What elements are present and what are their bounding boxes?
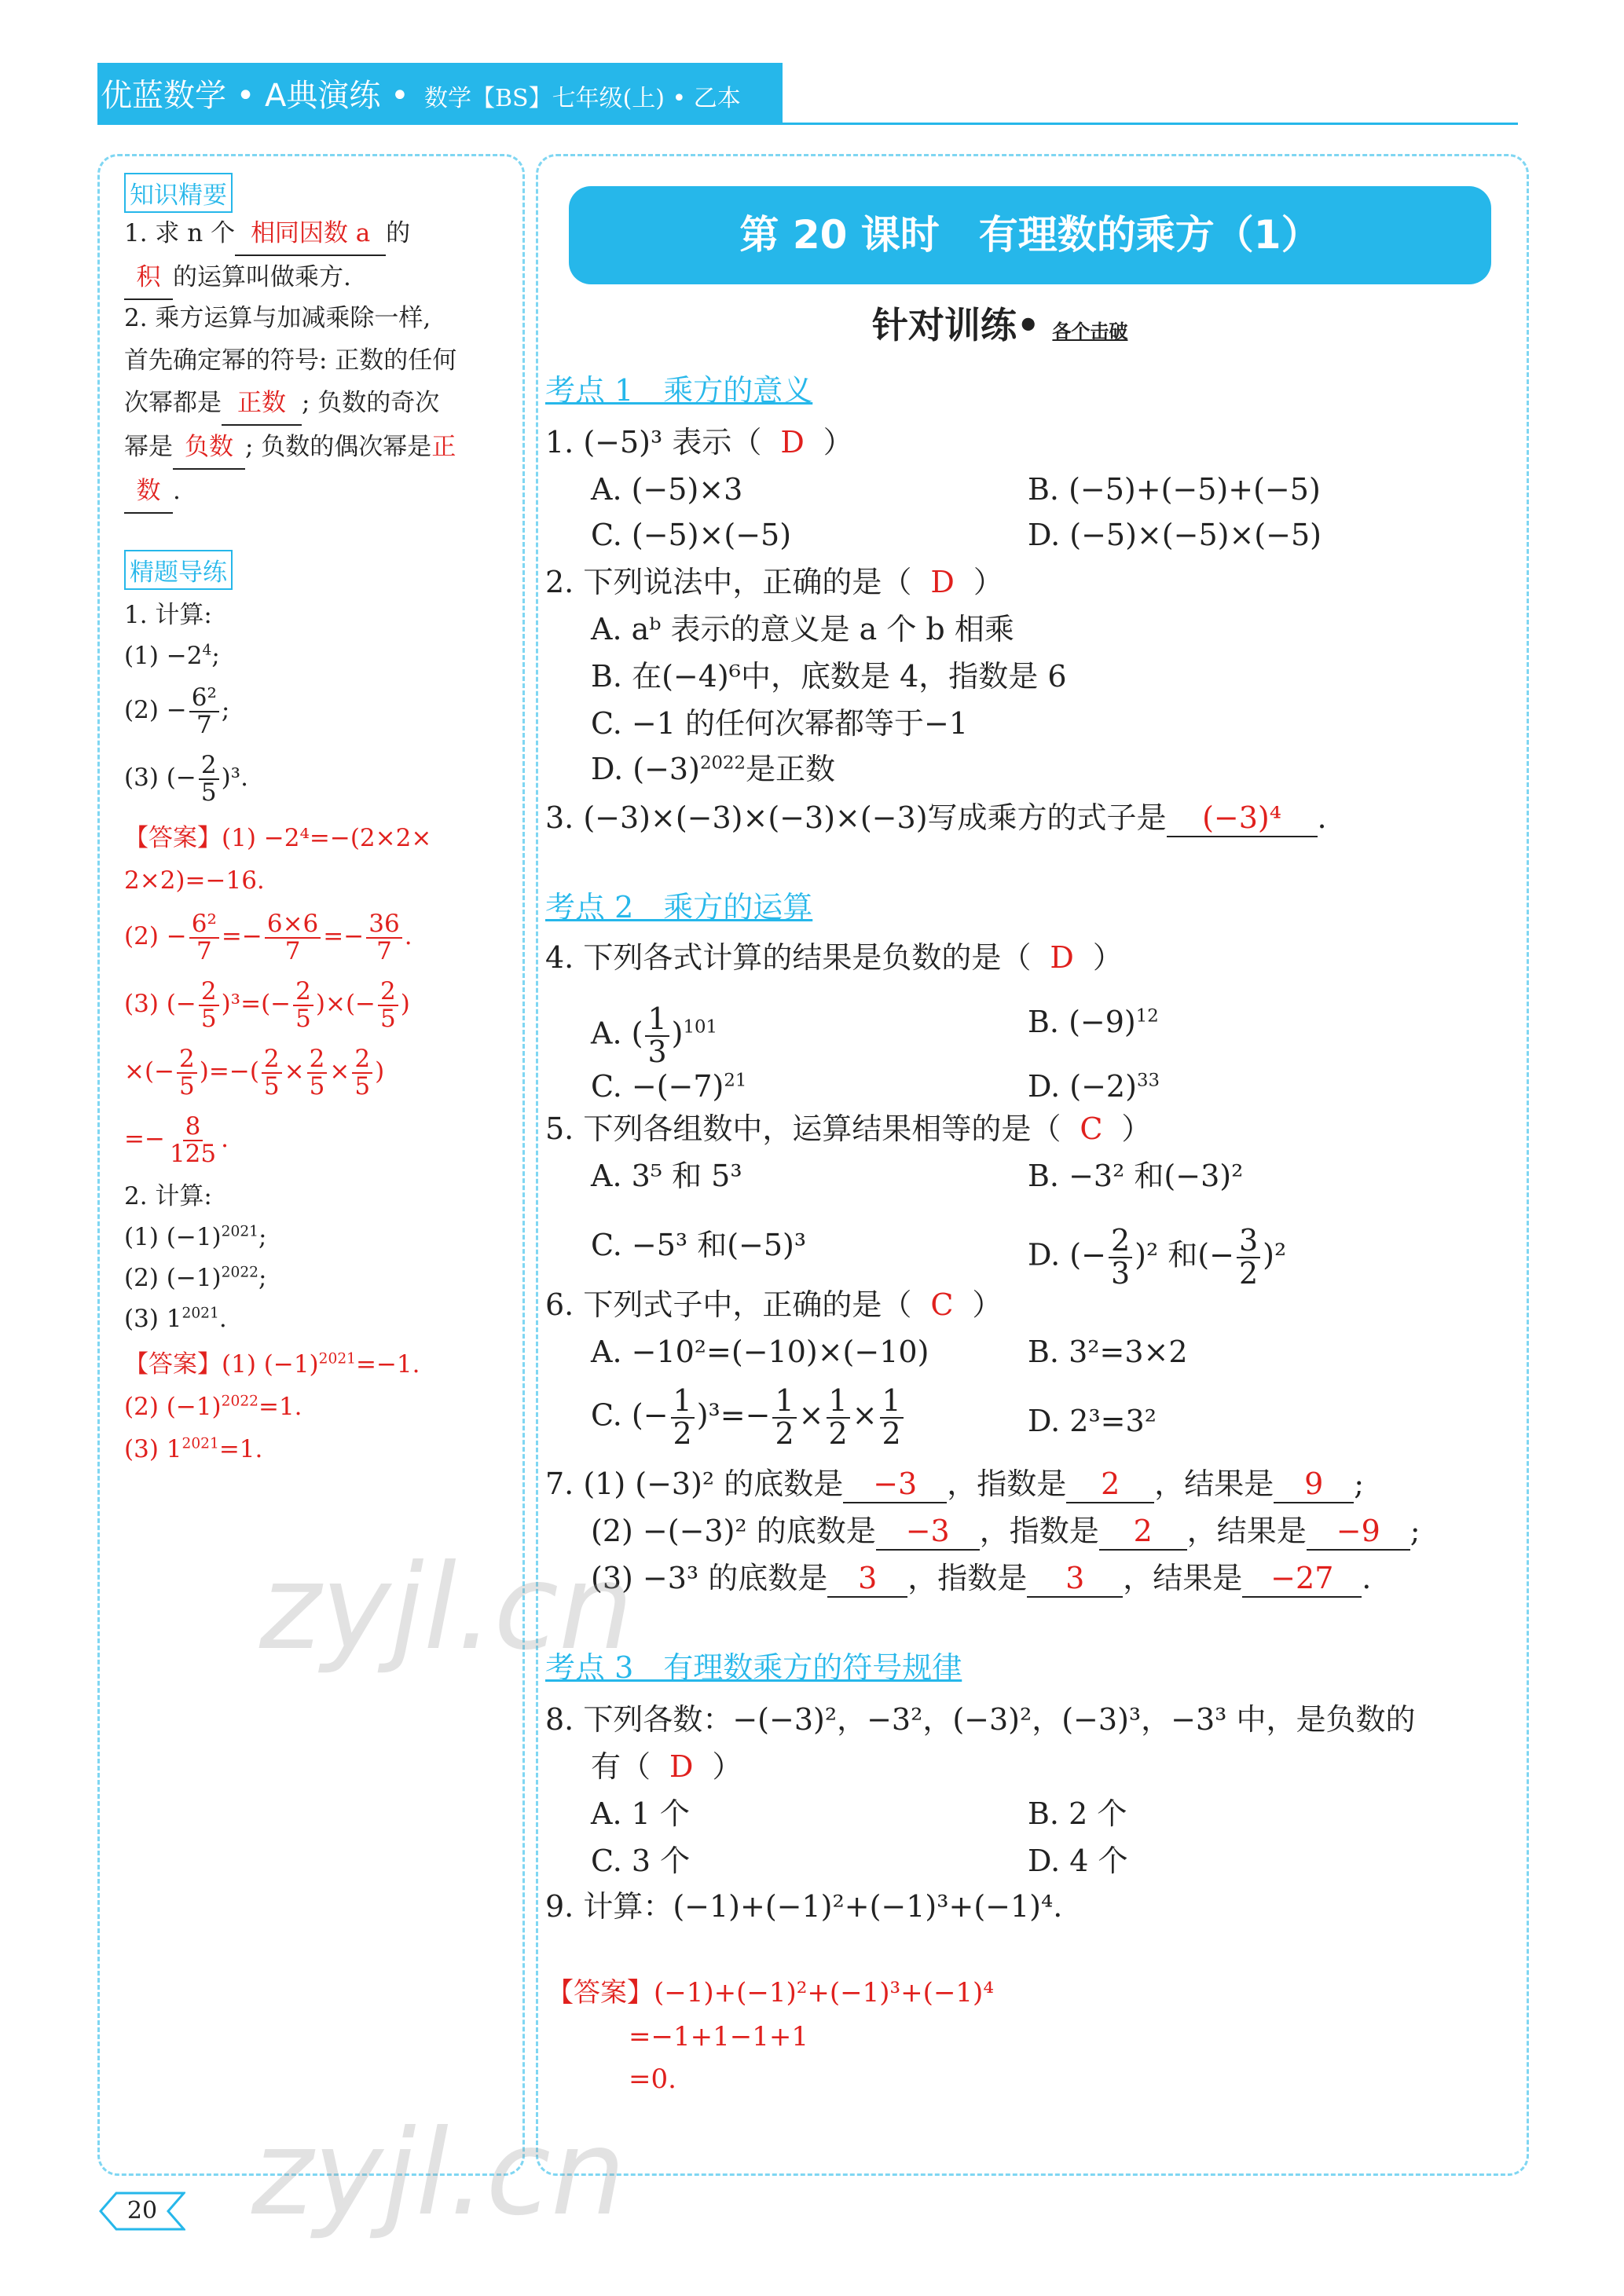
answer-1-3-line3: =− $\frac{8}{125}$ . (124, 1112, 229, 1168)
q5-option-b: B. −3² 和(−3)² (1028, 1159, 1244, 1193)
question-6: 6. 下列式子中，正确的是（ C ） (545, 1287, 1003, 1322)
q4-option-c: C. $-(-7)^{21}$ (591, 1069, 747, 1104)
q9-answer-step2: =−1+1−1+1 (629, 2021, 808, 2052)
watermark: zyjl.cn (259, 1540, 634, 1676)
question-7-3: (3) −3³ 的底数是 3 ，指数是 3 ，结果是 −27 . (591, 1560, 1371, 1598)
question-7-1: 7. (1) (−3)² 的底数是 −3 ，指数是 2 ，结果是 9 ; (545, 1466, 1364, 1503)
section-2-heading: 考点 2 乘方的运算 (545, 890, 813, 925)
q8-option-d: D. 4 个 (1028, 1844, 1128, 1878)
q9-answer: 【答案】(−1)+(−1)²+(−1)³+(−1)⁴ (547, 1977, 994, 2009)
q1-option-a: A. (−5)×3 (591, 472, 743, 507)
practice-1-1: $(1) -2^4$; (124, 642, 220, 670)
knowledge-tag: 知识精要 (124, 173, 233, 213)
q4-option-a: A. ( $\frac{1}{3}$ )$^{101}$ (591, 1002, 717, 1069)
answer-1-3-line1: (3) (− $\frac{2}{5}$ )³=(− $\frac{2}{5}$ )×(− $\frac{2}{5}$ ) (124, 977, 410, 1033)
practice-1-title: 1. 计算: (124, 601, 212, 629)
watermark-bottom: zyjl.cn (251, 2105, 626, 2242)
question-4: 4. 下列各式计算的结果是负数的是（ D ） (545, 940, 1123, 975)
practice-tag: 精题导练 (124, 550, 233, 590)
q2-option-c: C. −1 的任何次幂都等于−1 (591, 706, 968, 741)
practice-2-3: (3) $1^{2021}$. (124, 1305, 227, 1333)
page-number-tag (99, 2192, 185, 2231)
q2-option-b: B. 在(−4)⁶中，底数是 4，指数是 6 (591, 659, 1067, 694)
practice-1-3: (3) (− $\frac{2}{5}$ )³. (124, 751, 248, 807)
answer-1-3-line2: ×(− $\frac{2}{5}$ )=−( $\frac{2}{5}$ × $\frac{2}{5}$ × $\frac{2}{5}$ ) (124, 1045, 385, 1100)
question-1: 1. (−5)³ 表示（ D ） (545, 425, 853, 460)
q6-option-b: B. 3²=3×2 (1028, 1335, 1188, 1369)
question-8-cont: 有（ D ） (591, 1749, 742, 1784)
page-number: 20 (126, 2197, 158, 2225)
q6-option-a: A. −10²=(−10)×(−10) (591, 1335, 929, 1369)
q1-option-b: B. (−5)+(−5)+(−5) (1028, 472, 1321, 507)
practice-2-title: 2. 计算: (124, 1182, 212, 1210)
header-title: 优蓝数学 • A典演练 • (101, 78, 409, 114)
q9-answer-step3: =0. (629, 2063, 676, 2095)
q8-option-b: B. 2 个 (1028, 1796, 1127, 1831)
section-1-heading: 考点 1 乘方的意义 (545, 373, 813, 408)
q6-option-d: D. 2³=3² (1028, 1404, 1157, 1438)
header-rule (97, 123, 1518, 125)
practice-2-2: (2) $(-1)^{2022}$; (124, 1264, 267, 1292)
drill-heading: 针对训练• 各个击破 (872, 304, 1128, 346)
q5-option-d: D. (− $\frac{2}{3}$ )² 和(− $\frac{3}{2}$ )² (1028, 1223, 1287, 1291)
q5-option-c: C. −5³ 和(−5)³ (591, 1228, 807, 1262)
q4-option-d: D. $(-2)^{33}$ (1028, 1069, 1160, 1104)
question-3: 3. (−3)×(−3)×(−3)×(−3)写成乘方的式子是 (−3)⁴ . (545, 800, 1327, 837)
answer-1-2: (2) − $\frac{\text{6²}}{7}$ =− $\frac{6\times 6}{7}$ =− $\frac{36}{7}$ . (124, 910, 412, 965)
question-2: 2. 下列说法中，正确的是（ D ） (545, 565, 1003, 599)
q2-option-a: A. aᵇ 表示的意义是 a 个 b 相乘 (591, 612, 1014, 646)
q5-option-a: A. 3⁵ 和 5³ (591, 1159, 742, 1193)
practice-2-answer: 【答案】(1) $(-1)^{2021}=-1$. (2) $(-1)^{2022}=1$. (3) $1^{2021}=1$. (124, 1350, 420, 1463)
q1-option-d: D. (−5)×(−5)×(−5) (1028, 518, 1322, 552)
q6-option-c: C. (− $\frac{1}{2}$ )³=− $\frac{1}{2}$ × $\frac{1}{2}$ × $\frac{1}{2}$ (591, 1386, 906, 1450)
question-7-2: (2) −(−3)² 的底数是 −3 ，指数是 2 ，结果是 −9 ; (591, 1513, 1421, 1551)
practice-2-1: (1) $(-1)^{2021}$; (124, 1223, 267, 1251)
q8-option-c: C. 3 个 (591, 1844, 691, 1878)
question-9: 9. 计算：(−1)+(−1)²+(−1)³+(−1)⁴. (545, 1889, 1063, 1924)
practice-1-answer: 【答案】(1) −2⁴=−(2×2× 2×2)=−16. (124, 824, 432, 895)
q8-option-a: A. 1 个 (591, 1796, 690, 1831)
practice-1-2: (2) − $\frac{\text{6²}}{7}$ ; (124, 683, 230, 739)
question-8: 8. 下列各数：−(−3)²，−3²，(−3)²，(−3)³，−3³ 中，是负数的 (545, 1702, 1416, 1737)
section-3-heading: 考点 3 有理数乘方的符号规律 (545, 1650, 962, 1685)
header-subtitle: 数学【BS】七年级(上) • 乙本 (424, 85, 741, 112)
q1-option-c: C. (−5)×(−5) (591, 518, 792, 552)
q4-option-b: B. $(-9)^{12}$ (1028, 1005, 1159, 1039)
question-5: 5. 下列各组数中，运算结果相等的是（ C ） (545, 1111, 1152, 1146)
knowledge-item-1: 1. 求 n 个 相同因数 a 的 积 的运算叫做乘方. (124, 212, 493, 300)
q2-option-d: D. $(-3)^{2022}$是正数 (591, 752, 835, 786)
knowledge-item-2: 2. 乘方运算与加减乘除一样, 首先确定幂的符号: 正数的任何 次幂都是 正数 ; 负数的奇次 幂是 负数 ; 负数的偶次幂是正 数 . (124, 297, 493, 514)
lesson-title: 第 20 课时 有理数的乘方（1） (739, 212, 1321, 258)
